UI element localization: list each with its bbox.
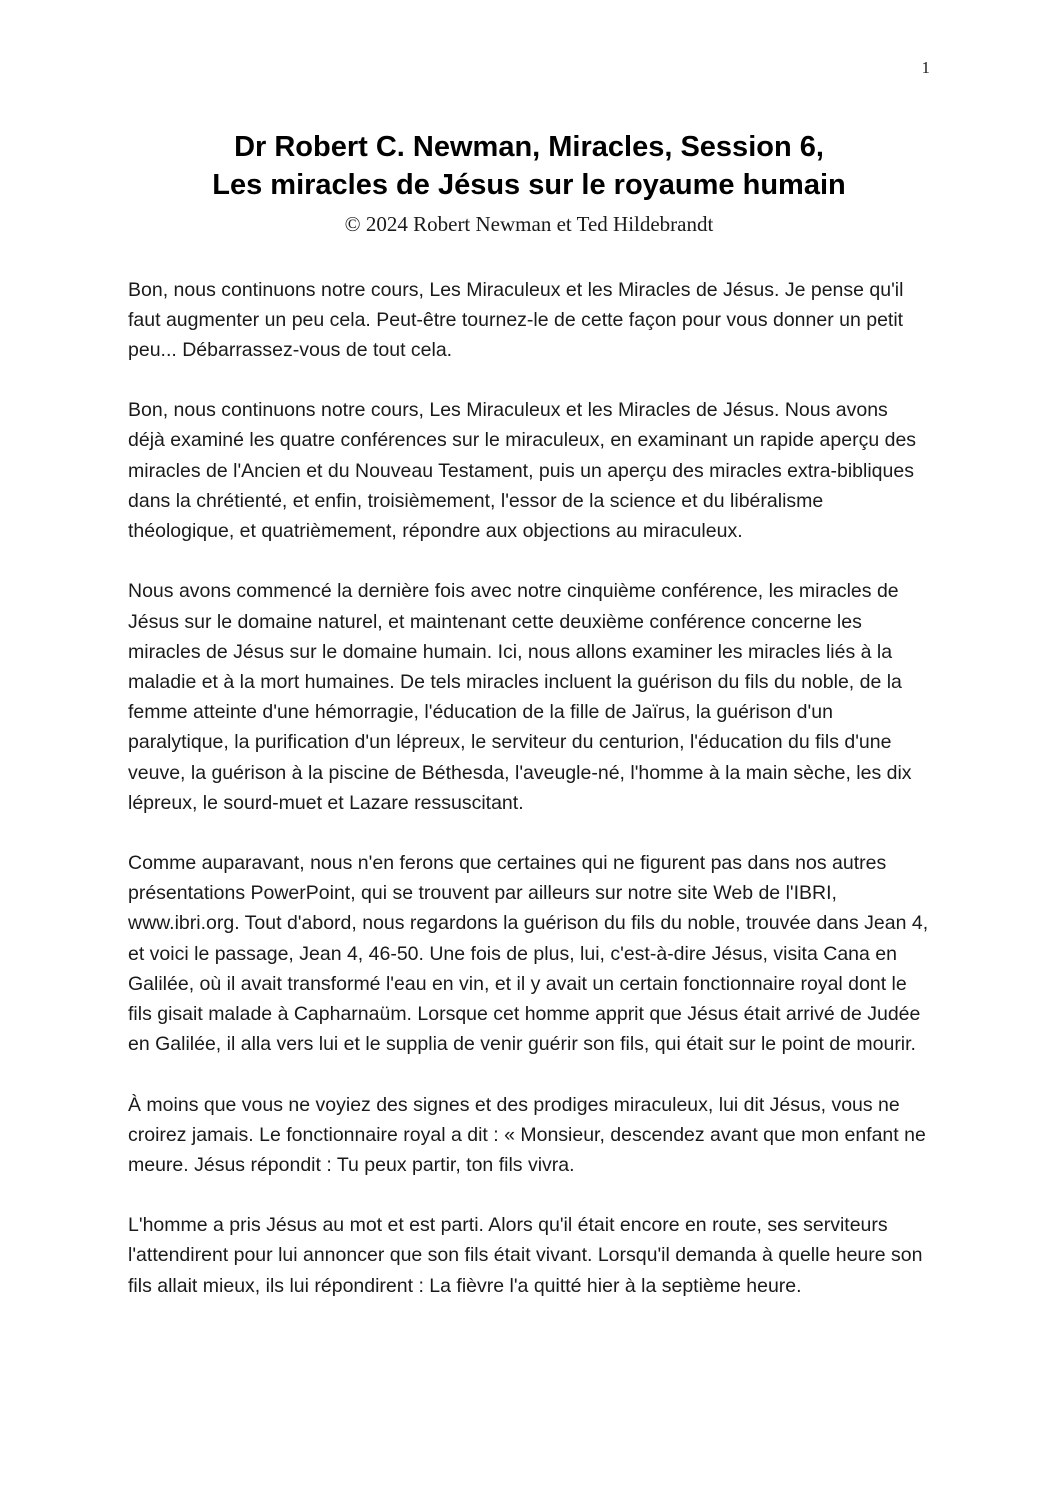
paragraph: Comme auparavant, nous n'en ferons que certaines qui ne figurent pas dans nos autres présentations PowerPoint, qui se trouvent par ailleurs sur notre site Web de l'IBRI, www.ibri.org. Tout d'abord, nous regardons la guérison du fils du noble, trouvée dans Jean 4, et voici le passage, Jean 4, 46-50. Une fois de plus, lui, c'est-à-dire Jésus, visita Cana en Galilée, où il avait transformé l'eau en vin, et il y avait un certain fonctionnaire royal dont le fils gisait malade à Capharnaüm. Lorsque cet homme apprit que Jésus était arrivé de Judée en Galilée, il alla vers lui et le supplia de venir guérir son fils, qui était sur le point de mourir.: [128, 852, 929, 1056]
title-line-2: Les miracles de Jésus sur le royaume humain: [212, 169, 846, 202]
title-block: [0, 128, 1058, 237]
document-title: [0, 128, 1058, 205]
paragraph: L'homme a pris Jésus au mot et est parti. Alors qu'il était encore en route, ses serviteurs l'attendirent pour lui annoncer que son fils était vivant. Lorsqu'il demanda à quelle heure son fils allait mieux, ils lui répondirent : La fièvre l'a quitté hier à la septième heure.: [128, 1214, 923, 1297]
title-line-1: Dr Robert C. Newman, Miracles, Session 6,: [234, 131, 824, 163]
paragraph: Nous avons commencé la dernière fois avec notre cinquième conférence, les miracles de Jésus sur le domaine naturel, et maintenant cette deuxième conférence concerne les miracles de Jésus sur le domaine humain. Ici, nous allons examiner les miracles liés à la maladie et à la mort humaines. De tels miracles incluent la guérison du fils du noble, de la femme atteinte d'une hémorragie, l'éducation de la fille de Jaïrus, la guérison d'un paralytique, la purification d'un lépreux, le serviteur du centurion, l'éducation du fils d'une veuve, la guérison à la piscine de Béthesda, l'aveugle-né, l'homme à la main sèche, les dix lépreux, le sourd-muet et Lazare ressuscitant.: [128, 580, 912, 814]
paragraph: Bon, nous continuons notre cours, Les Miraculeux et les Miracles de Jésus. Nous avons déjà examiné les quatre conférences sur le miraculeux, en examinant un rapide aperçu des miracles de l'Ancien et du Nouveau Testament, puis un aperçu des miracles extra-bibliques dans la chrétienté, et enfin, troisièmement, l'essor de la science et du libéralisme théologique, et quatrièmement, répondre aux objections au miraculeux.: [128, 399, 917, 543]
page-number: 1: [921, 58, 930, 77]
document-body: [128, 275, 930, 1301]
paragraph: Bon, nous continuons notre cours, Les Miraculeux et les Miracles de Jésus. Je pense qu'il faut augmenter un peu cela. Peut-être tournez-le de cette façon pour vous donner un petit peu... Débarrassez-vous de tout cela.: [128, 278, 904, 361]
paragraph: À moins que vous ne voyiez des signes et des prodiges miraculeux, lui dit Jésus, vous ne croirez jamais. Le fonctionnaire royal a dit : « Monsieur, descendez avant que mon enfant ne meure. Jésus répondit : Tu peux partir, ton fils vivra.: [128, 1093, 926, 1176]
copyright-line: © 2024 Robert Newman et Ted Hildebrandt: [344, 211, 714, 236]
